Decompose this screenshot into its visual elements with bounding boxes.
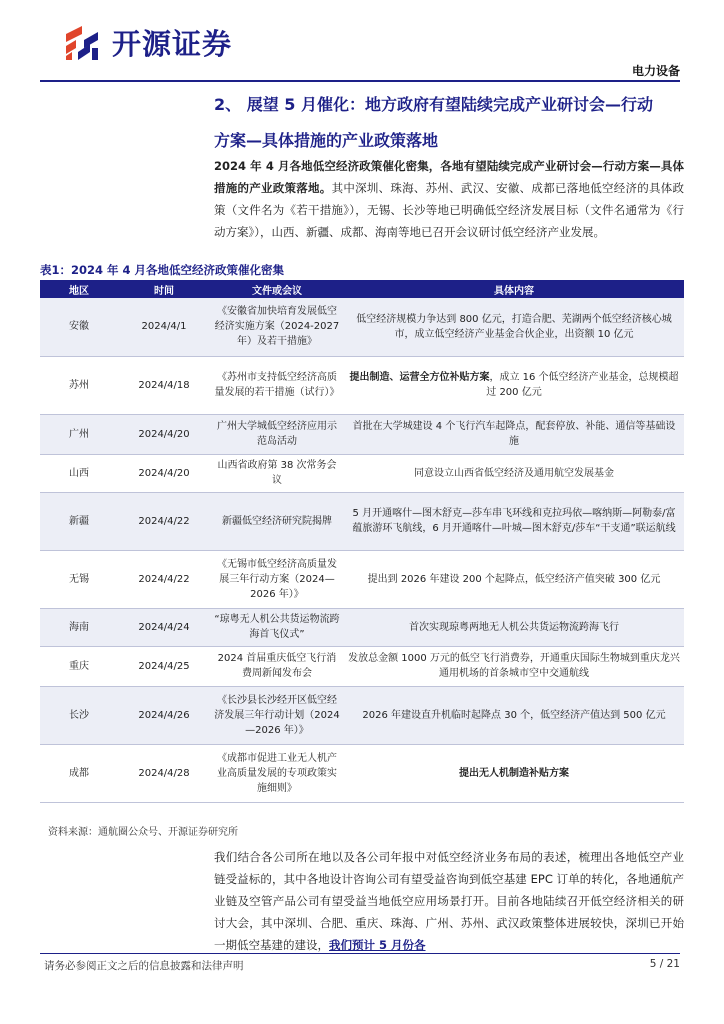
footer-divider xyxy=(40,953,680,954)
table-row xyxy=(40,550,684,608)
table-row xyxy=(40,646,684,686)
table-row xyxy=(40,298,684,356)
closing-body: 我们结合各公司所在地以及各公司年报中对低空经济业务布局的表述，梳理出各地低空产业链受益标的，其中各地设计咨询公司有望受益咨询到低空基建 EPC 订单的转化，各地通航产业链及空管产品公司有望受益当地低空应用场景打开。目前各地陆续召开低空经济相关的研讨大会，其中深圳、合肥、重庆、珠海、广州、苏州、武汉政策整体进展较快，深圳已开始一期低空基建的建设， xyxy=(214,850,684,952)
footer-disclaimer: 请务必参阅正文之后的信息披露和法律声明 xyxy=(44,960,244,972)
cell-date: 2024/4/20 xyxy=(118,454,210,492)
logo-text: 开源证券 xyxy=(112,26,233,61)
section-heading-line1: 2、 展望 5 月催化：地方政府有望陆续完成产业研讨会—行动 xyxy=(214,95,653,114)
cell-document: 新疆低空经济研究院揭牌 xyxy=(210,492,344,550)
cell-document: 《长沙县长沙经开区低空经济发展三年行动计划（2024—2026 年）》 xyxy=(210,686,344,744)
cell-document: 《无锡市低空经济高质量发展三年行动方案（2024—2026 年）》 xyxy=(210,550,344,608)
cell-document: “琼粤无人机公共货运物流跨海首飞仪式” xyxy=(210,608,344,646)
cell-date: 2024/4/18 xyxy=(118,356,210,414)
cell-region: 长沙 xyxy=(40,686,118,744)
cell-region: 海南 xyxy=(40,608,118,646)
table-row xyxy=(40,492,684,550)
table-row xyxy=(40,356,684,414)
logo-mark-icon xyxy=(62,22,104,62)
table-header-row xyxy=(40,280,684,298)
cell-content: 5 月开通喀什—图木舒克—莎车串飞环线和克拉玛依—喀纳斯—阿勒泰/富蕴旅游环飞航线，6 月开通喀什—叶城—图木舒克/莎车“干支通”联运航线 xyxy=(344,492,684,550)
closing-emphasis: 我们预计 5 月份各 xyxy=(329,938,426,952)
section-heading-line2: 方案—具体措施的产业政策落地 xyxy=(214,131,439,150)
table-title: 表1：2024 年 4 月各地低空经济政策催化密集 xyxy=(40,263,285,277)
table-row xyxy=(40,454,684,492)
column-header-date: 时间 xyxy=(118,280,210,298)
cell-region: 山西 xyxy=(40,454,118,492)
column-header-content: 具体内容 xyxy=(344,280,684,298)
cell-content: 首次实现琼粤两地无人机公共货运物流跨海飞行 xyxy=(344,608,684,646)
intro-body: 其中深圳、珠海、苏州、武汉、安徽、成都已落地低空经济的具体政策（文件名为《若干措施》），无锡、长沙等地已明确低空经济发展目标（文件名通常为《行动方案》），山西、新疆、成都、海南等地已召开会议研讨低空经济产业发展。 xyxy=(214,181,685,239)
cell-content: 2026 年建设直升机临时起降点 30 个，低空经济产值达到 500 亿元 xyxy=(344,686,684,744)
cell-content: 首批在大学城建设 4 个飞行汽车起降点，配套停放、补能、通信等基础设施 xyxy=(344,414,684,454)
table-row xyxy=(40,686,684,744)
cell-region: 广州 xyxy=(40,414,118,454)
cell-date: 2024/4/26 xyxy=(118,686,210,744)
intro-lead: 2024 年 4 月各地低空经济政策催化密集，各地有望陆续完成产业研讨会—行动方案—具体措施的产业政策落地。 xyxy=(214,159,684,195)
cell-content: 提出制造、运营全方位补贴方案，成立 16 个低空经济产业基金，总规模超过 200 亿元 xyxy=(344,356,684,414)
cell-date: 2024/4/22 xyxy=(118,492,210,550)
cell-content: 提出到 2026 年建设 200 个起降点，低空经济产值突破 300 亿元 xyxy=(344,550,684,608)
cell-date: 2024/4/25 xyxy=(118,646,210,686)
cell-content: 低空经济规模力争达到 800 亿元，打造合肥、芜湖两个低空经济核心城市，成立低空经济产业基金合伙企业，出资额 10 亿元 xyxy=(344,298,684,356)
cell-content: 提出无人机制造补贴方案 xyxy=(344,744,684,802)
cell-document: 《苏州市支持低空经济高质量发展的若干措施（试行）》 xyxy=(210,356,344,414)
cell-content: 发放总金额 1000 万元的低空飞行消费券，开通重庆国际生物城到重庆龙兴通用机场的首条城市空中交通航线 xyxy=(344,646,684,686)
closing-paragraph xyxy=(214,846,684,956)
column-header-document: 文件或会议 xyxy=(210,280,344,298)
cell-document: 《安徽省加快培育发展低空经济实施方案（2024-2027 年）及若干措施》 xyxy=(210,298,344,356)
cell-document: 2024 首届重庆低空飞行消费周新闻发布会 xyxy=(210,646,344,686)
cell-document: 广州大学城低空经济应用示范岛活动 xyxy=(210,414,344,454)
cell-date: 2024/4/22 xyxy=(118,550,210,608)
intro-paragraph xyxy=(214,155,684,243)
table-row xyxy=(40,414,684,454)
column-header-region: 地区 xyxy=(40,280,118,298)
cell-date: 2024/4/1 xyxy=(118,298,210,356)
cell-region: 重庆 xyxy=(40,646,118,686)
cell-region: 无锡 xyxy=(40,550,118,608)
cell-region: 新疆 xyxy=(40,492,118,550)
section-tag: 电力设备 xyxy=(631,64,680,78)
table-source-note: 资料来源：通航圈公众号、开源证券研究所 xyxy=(48,827,238,838)
cell-date: 2024/4/20 xyxy=(118,414,210,454)
company-logo xyxy=(62,22,232,62)
cell-content: 同意设立山西省低空经济及通用航空发展基金 xyxy=(344,454,684,492)
cell-document: 山西省政府第 38 次常务会议 xyxy=(210,454,344,492)
cell-document: 《成都市促进工业无人机产业高质量发展的专项政策实施细则》 xyxy=(210,744,344,802)
table-row xyxy=(40,608,684,646)
page-number: 5 / 21 xyxy=(649,958,680,970)
cell-date: 2024/4/28 xyxy=(118,744,210,802)
cell-region: 安徽 xyxy=(40,298,118,356)
policy-table xyxy=(40,280,684,803)
cell-date: 2024/4/24 xyxy=(118,608,210,646)
table-row xyxy=(40,744,684,802)
cell-region: 成都 xyxy=(40,744,118,802)
cell-region: 苏州 xyxy=(40,356,118,414)
header-divider xyxy=(40,80,680,82)
